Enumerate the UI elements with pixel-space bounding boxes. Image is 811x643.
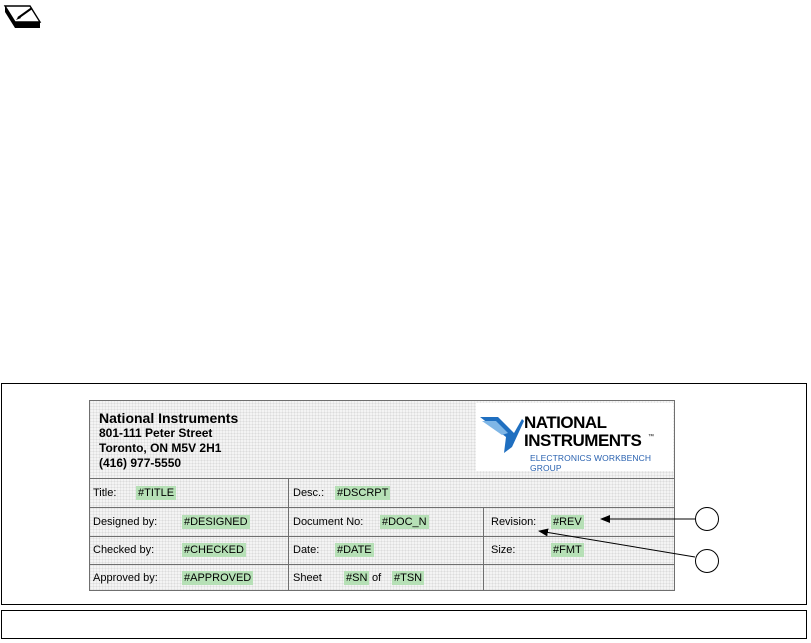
logo-subtitle: ELECTRONICS WORKBENCH GROUP — [530, 453, 652, 473]
date-field: #DATE — [337, 544, 372, 556]
address-line-1: 801-111 Peter Street — [99, 426, 213, 440]
callout-circle-2 — [695, 549, 719, 573]
phone-number: (416) 977-5550 — [99, 456, 182, 470]
sheet-label: Sheet — [293, 572, 322, 584]
title-label: Title: — [93, 487, 117, 499]
size-label: Size: — [491, 544, 516, 556]
revision-label: Revision: — [491, 516, 537, 528]
logo-trademark: ™ — [648, 434, 654, 440]
checked-by-label: Checked by: — [93, 544, 155, 556]
approved-by-label: Approved by: — [93, 572, 158, 584]
of-label: of — [372, 572, 382, 584]
checked-by-field: #CHECKED — [184, 544, 244, 556]
document-no-label: Document No: — [293, 516, 364, 528]
designed-by-label: Designed by: — [93, 516, 158, 528]
designed-by-field: #DESIGNED — [184, 516, 248, 528]
company-name: National Instruments — [99, 410, 239, 426]
logo-line-1: NATIONAL — [524, 413, 607, 432]
document-no-field: #DOC_N — [382, 516, 427, 528]
logo-line-2: INSTRUMENTS — [524, 431, 642, 450]
address-line-2: Toronto, ON M5V 2H1 — [99, 441, 222, 455]
approved-by-field: #APPROVED — [184, 572, 252, 584]
total-sheets-field: #TSN — [394, 572, 423, 584]
desc-field: #DSCRPT — [337, 487, 389, 499]
size-field: #FMT — [553, 544, 582, 556]
title-field: #TITLE — [138, 487, 175, 499]
callout-circle-1 — [695, 507, 719, 531]
callout-arrow-2 — [539, 531, 695, 557]
caption-box — [1, 610, 807, 639]
sheet-number-field: #SN — [346, 572, 368, 584]
revision-field: #REV — [553, 516, 582, 528]
date-label: Date: — [293, 544, 320, 556]
desc-label: Desc.: — [293, 487, 325, 499]
